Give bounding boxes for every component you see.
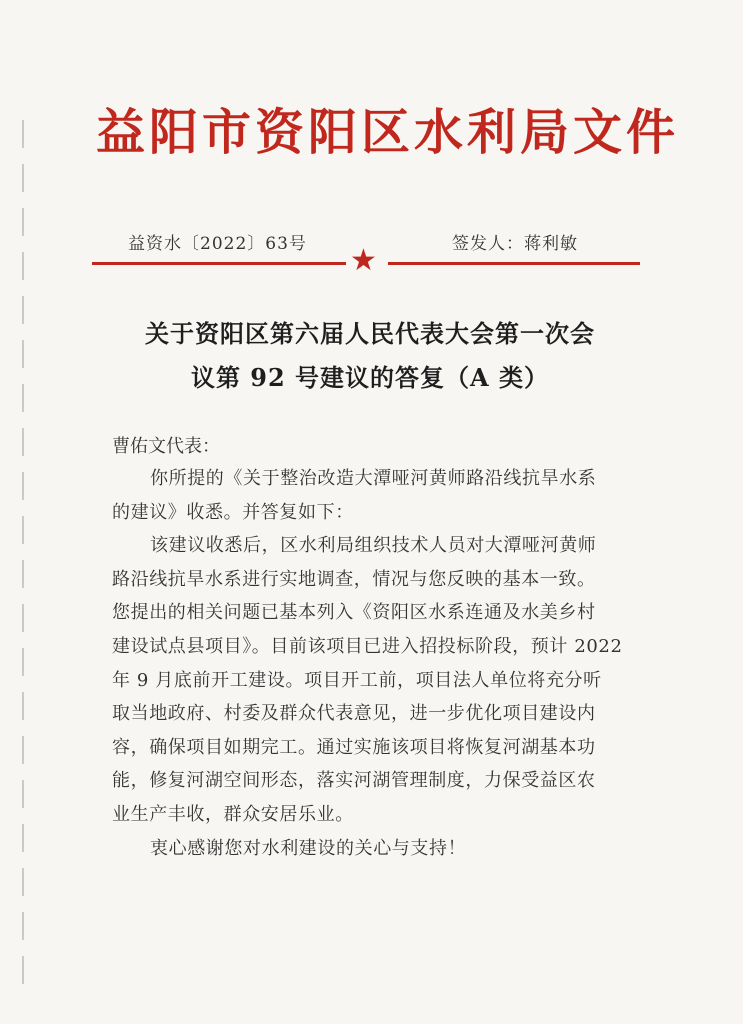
body-line: 能，修复河湖空间形态，落实河湖管理制度，力保受益区农 (112, 770, 596, 792)
salutation: 曹佑文代表： (112, 436, 220, 457)
binding-margin-dashes (22, 120, 24, 1000)
document-number: 益资水〔2022〕63号 (128, 234, 307, 254)
header-rule-left (92, 262, 346, 265)
body-line: 取当地政府、村委及群众代表意见，进一步优化项目建设内 (112, 703, 596, 725)
body-line: 您提出的相关问题已基本列入《资阳区水系连通及水美乡村 (112, 602, 596, 624)
signer-label: 签发人： (452, 234, 524, 254)
document-title (110, 312, 630, 400)
body-line: 该建议收悉后，区水利局组织技术人员对大潭哑河黄师 (150, 535, 597, 557)
title-line-2: 议第 92 号建议的答复（A 类） (190, 363, 550, 392)
signer-line (452, 229, 578, 254)
header-rule-right (388, 262, 640, 265)
body-line: 年 9 月底前开工建设。项目开工前，项目法人单位将充分听 (112, 669, 602, 691)
body-line: 路沿线抗旱水系进行实地调查，情况与您反映的基本一致。 (112, 568, 596, 590)
body-line: 的建议》收悉。并答复如下： (112, 501, 354, 523)
body-line: 容，确保项目如期完工。通过实施该项目将恢复河湖基本功 (112, 736, 596, 758)
body-line: 建设试点县项目》。目前该项目已进入招投标阶段，预计 2022 (112, 635, 623, 657)
body-text (112, 462, 642, 865)
body-line: 衷心感谢您对水利建设的关心与支持！ (150, 837, 467, 859)
body-line: 业生产丰收，群众安居乐业。 (112, 803, 354, 825)
star-icon: ★ (350, 243, 377, 278)
title-line-1: 关于资阳区第六届人民代表大会第一次会 (145, 319, 595, 348)
signer-name: 蒋利敏 (524, 234, 578, 254)
body-line: 你所提的《关于整治改造大潭哑河黄师路沿线抗旱水系 (150, 468, 597, 489)
agency-header: 益阳市资阳区水利局文件 (96, 104, 680, 161)
